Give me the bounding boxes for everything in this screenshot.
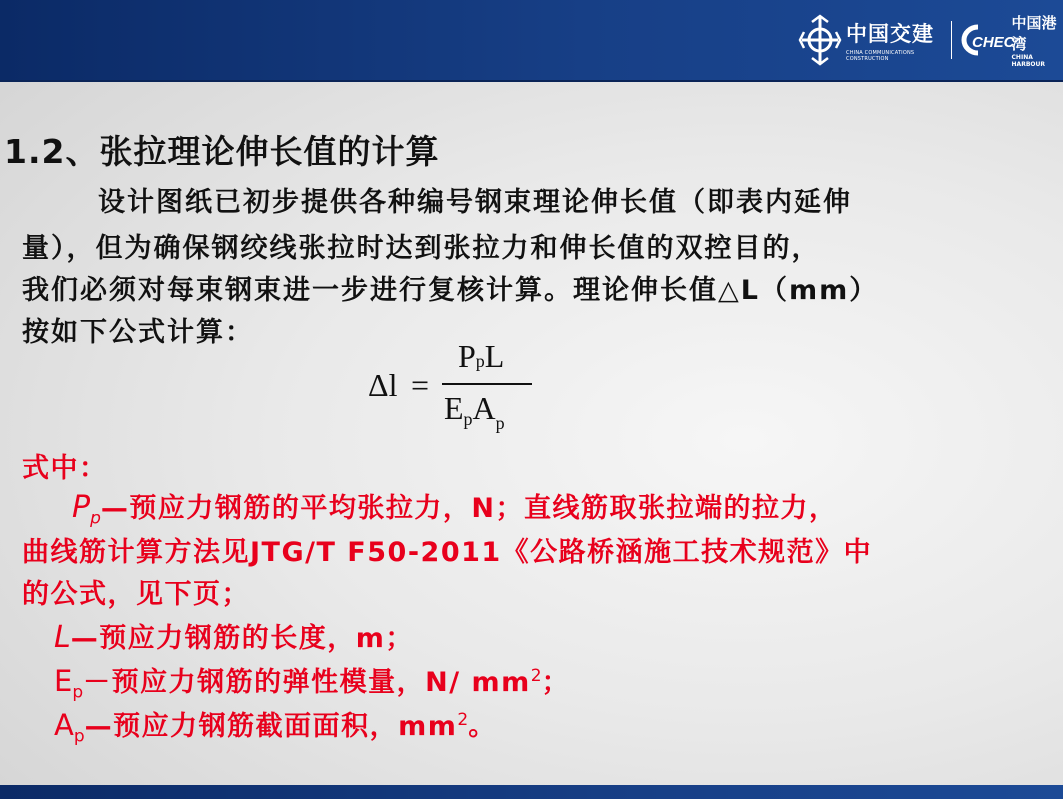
china-harbour-logo-icon: [958, 23, 1015, 57]
pp-symbol: P: [72, 490, 91, 525]
formula-equals: =: [411, 367, 430, 403]
elongation-formula: [368, 338, 548, 443]
body-line-1: 设计图纸已初步提供各种编号钢束理论伸长值（即表内延伸: [98, 187, 852, 218]
formula-lhs: Δl: [368, 367, 398, 403]
header-rule: [0, 80, 1063, 82]
section-title: 1.2、张拉理论伸长值的计算: [4, 132, 440, 171]
def-ap-line: $A_p—$预应力钢筋截面面积，$mm^2$。: [54, 708, 497, 747]
def-pp-line-1: $P_p—$预应力钢筋的平均张拉力，N；直线筋取张拉端的拉力，: [72, 490, 838, 529]
body-line-4: 按如下公式计算：: [22, 317, 254, 348]
logo1-chinese-name: 中国交建: [846, 22, 934, 46]
l-symbol: L: [54, 620, 71, 655]
header-bar: [0, 0, 1063, 80]
logo2-chinese-name: 中国港湾: [1011, 14, 1057, 53]
header-logos: [798, 12, 1063, 68]
footer-bar: [0, 785, 1063, 799]
definitions-heading: 式中：: [22, 453, 108, 484]
logo1-english-name: CHINA COMMUNICATIONS CONSTRUCTION: [846, 50, 915, 62]
svg-text:CHEC: CHEC: [971, 34, 1015, 51]
body-line-2: 量），但为确保钢绞线张拉时达到张拉力和伸长值的双控目的，: [22, 233, 821, 264]
def-pp-line-3: 的公式，见下页；: [22, 579, 250, 610]
def-ep-line: $E_p-$预应力钢筋的弹性模量，N/ $mm^2$；: [54, 664, 571, 703]
formula-fraction-bar: [442, 383, 532, 385]
logo2-english-name: CHINA HARBOUR: [1011, 54, 1045, 68]
formula-numerator: PpL: [458, 338, 505, 374]
logo-divider: [951, 21, 952, 59]
formula-denominator: $E_pA_p$: [444, 390, 505, 433]
def-pp-line-2: 曲线筋计算方法见JTG/T F50-2011《公路桥涵施工技术规范》中: [22, 537, 873, 568]
def-l-line: L—预应力钢筋的长度，m；: [54, 620, 414, 655]
body-line-3: 我们必须对每束钢束进一步进行复核计算。理论伸长值△L（mm）: [22, 275, 879, 306]
china-communications-logo-icon: [798, 14, 842, 66]
